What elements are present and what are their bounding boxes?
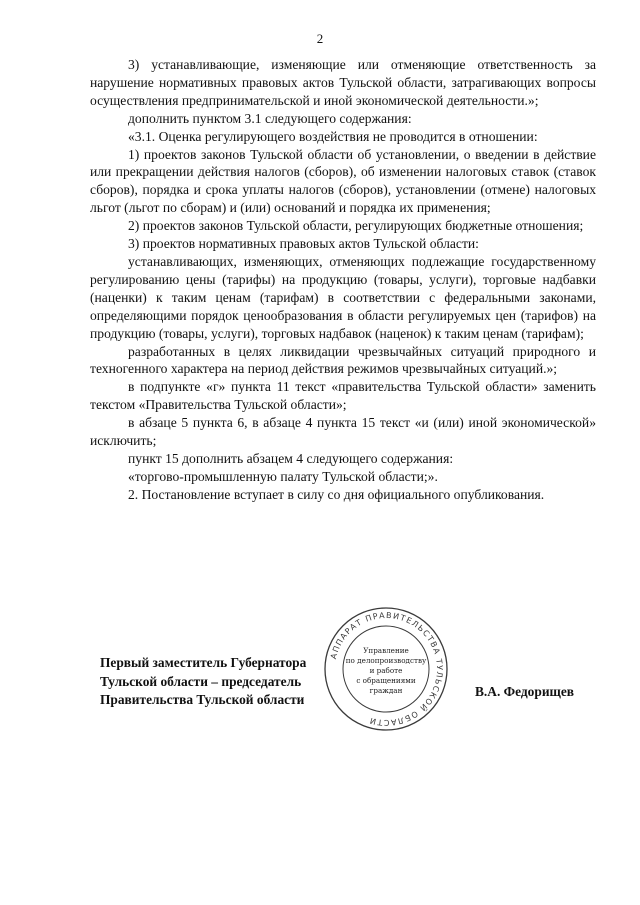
paragraph: 1) проектов законов Тульской области об установлении, о введении в действие или прекращении действия налогов (сборов), об изменении налоговых ставок (ставок сборов), порядка и срока уплаты налогов (сборов), установлении (отмене) налоговых льгот (льгот по сборам) и (или) оснований и порядка их применения; [90, 146, 596, 216]
paragraph: 2. Постановление вступает в силу со дня официального опубликования. [128, 486, 545, 502]
stamp-ring-text: АППАРАТ ПРАВИТЕЛЬСТВА ТУЛЬСКОЙ ОБЛАСТИ [329, 610, 445, 728]
paragraph: устанавливающих, изменяющих, отменяющих подлежащие государственному регулированию цены (тарифы) на продукцию (товары, услуги), торговые надбавки (наценки) к таким ценам (тарифам) в соответствии с федеральными законами, определяющими порядок ценообразования в области регулируемых цен (тарифов) на продукцию (товары, услуги), торговых надбавок (наценок) к таким ценам (тарифам); [90, 253, 596, 341]
signatory-position [100, 654, 360, 710]
signatory-name: В.А. Федорищев [475, 684, 575, 699]
paragraph: дополнить пунктом 3.1 следующего содержания: [128, 110, 412, 126]
paragraph: разработанных в целях ликвидации чрезвычайных ситуаций природного и техногенного характера на период действия режимов чрезвычайных ситуаций.»; [90, 343, 596, 377]
paragraph: пункт 15 дополнить абзацем 4 следующего содержания: [128, 450, 454, 466]
stamp-inner-line: с обращениями [356, 676, 416, 685]
page-number: 2 [316, 31, 324, 46]
document-body [90, 56, 596, 504]
paragraph: «торгово-промышленную палату Тульской области;». [128, 468, 438, 484]
paragraph: 2) проектов законов Тульской области, регулирующих бюджетные отношения; [128, 218, 584, 234]
stamp-inner-line: и работе [369, 666, 403, 675]
signatory-position-line: Правительства Тульской области [100, 692, 305, 707]
paragraph: 3) проектов нормативных правовых актов Тульской области: [128, 236, 479, 252]
stamp-inner-line: граждан [369, 686, 403, 695]
stamp-inner-line: по делопроизводству [345, 656, 427, 665]
stamp-inner-line: Управление [363, 646, 409, 655]
paragraph: 3) устанавливающие, изменяющие или отменяющие ответственность за нарушение нормативных правовых актов Тульской области, затрагивающих вопросы осуществления предпринимательской и иной экономической деятельности.»; [90, 57, 596, 108]
paragraph: «3.1. Оценка регулирующего воздействия не проводится в отношении: [128, 128, 538, 144]
official-stamp [323, 606, 449, 732]
paragraph: в абзаце 5 пункта 6, в абзаце 4 пункта 15 текст «и (или) иной экономической» исключить; [90, 415, 596, 449]
paragraph: в подпункте «г» пункта 11 текст «правительства Тульской области» заменить текстом «Правительства Тульской области»; [90, 379, 596, 413]
signatory-position-line: Первый заместитель Губернатора [100, 655, 307, 670]
signatory-position-line: Тульской области – председатель [100, 673, 302, 689]
